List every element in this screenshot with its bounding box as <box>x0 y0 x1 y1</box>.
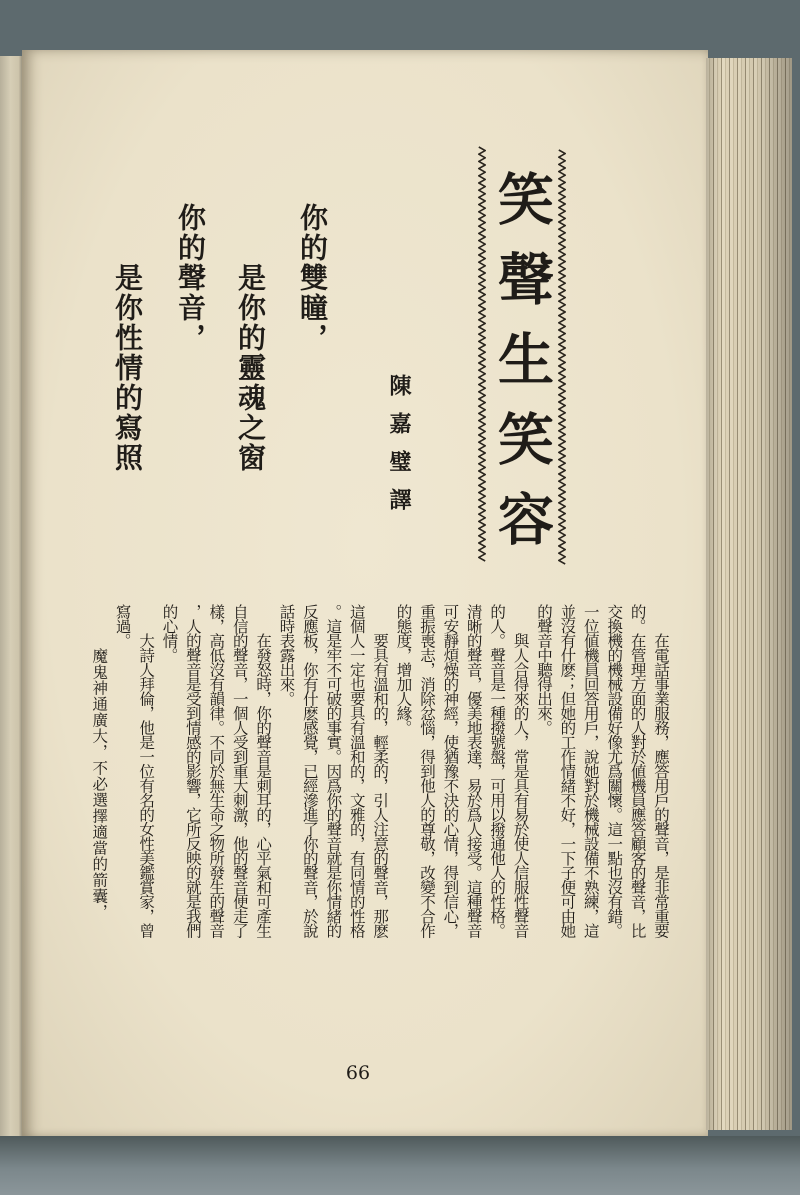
book-page <box>22 50 708 1140</box>
body-line: 的聲音中聽得出來。 <box>534 604 553 735</box>
body-line: 自信的聲音，一個人受到重大刺激，他的聲音便走了 <box>230 604 249 938</box>
body-line: 交換機的機械設備好像尤爲關懷。這一點也沒有錯。 <box>605 604 624 938</box>
body-line: 要具有溫和的，輕柔的，引人注意的聲音，那麽 <box>371 633 390 938</box>
body-line: 在發怒時，你的聲音是刺耳的，心平氣和可產生 <box>254 633 273 938</box>
body-line: 的。在管理方面的人對於値機員應答顧客的聲音，比 <box>628 604 647 938</box>
body-line: 與人合得來的人，常是具有易於使人信服性聲音 <box>511 633 530 938</box>
body-line: 可安靜煩燥的神經，使猶豫不決的心情，得到信心， <box>441 604 460 938</box>
poem-line: 你的聲音， <box>174 203 207 353</box>
body-line: 的態度，增加人緣。 <box>394 604 413 735</box>
body-line: 話時表露出來。 <box>277 604 296 706</box>
author-name: 陳嘉璧 <box>386 374 412 488</box>
byline <box>386 374 412 524</box>
body-line: 清晰的聲音，優美地表達，易於爲人接受。這種聲音 <box>464 604 483 938</box>
body-line: 的心情。 <box>160 604 179 662</box>
stacked-page-edges <box>706 58 792 1130</box>
body-line: 樣，高低沒有韻律。不同於無生命之物所發生的聲音 <box>207 604 226 938</box>
body-line: 重振喪志，消除忿惱，得到他人的尊敬，改變不合作 <box>417 604 436 938</box>
author-role: 譯 <box>386 488 412 526</box>
body-line: 寫過。 <box>113 604 132 648</box>
body-line: 這個人一定也要具有溫和的，文雅的，有同情的性格 <box>347 604 366 938</box>
page-number: 66 <box>345 1062 371 1084</box>
scan-backdrop <box>0 1136 800 1195</box>
poem-line: 是你性情的寫照 <box>111 263 144 473</box>
poem-line: 你的雙瞳， <box>296 203 329 353</box>
body-line: ，人的聲音是受到情感的影響，它所反映的就是我們 <box>183 604 202 938</box>
article-body <box>87 604 672 949</box>
quoted-verse-line: 魔鬼神通廣大，不必選擇適當的箭囊， <box>90 648 109 920</box>
body-line: 一位値機員回答用戶，說她對於機械設備不熟練，這 <box>581 604 600 938</box>
article-title: 笑聲生笑容 <box>489 170 555 570</box>
body-line: 反應板，你有什麽感覺，已經滲進了你的聲音，於說 <box>300 604 319 938</box>
body-line: 在電話事業服務，應答用戶的聲音，是非常重要 <box>652 633 670 938</box>
body-line: 的人。聲音是一種撥號盤，可用以撥通他人的性格。 <box>488 604 507 938</box>
body-line: 。這是牢不可破的事實。因爲你的聲音就是你情緒的 <box>324 604 343 938</box>
body-line: 大詩人拜倫，他是一位有名的女性美鑑賞家，曾 <box>137 633 156 938</box>
poem-line: 是你的靈魂之窗 <box>234 263 267 473</box>
body-line: 並沒有什麽；但她的工作情緒不好，一下子便可由她 <box>558 604 577 938</box>
